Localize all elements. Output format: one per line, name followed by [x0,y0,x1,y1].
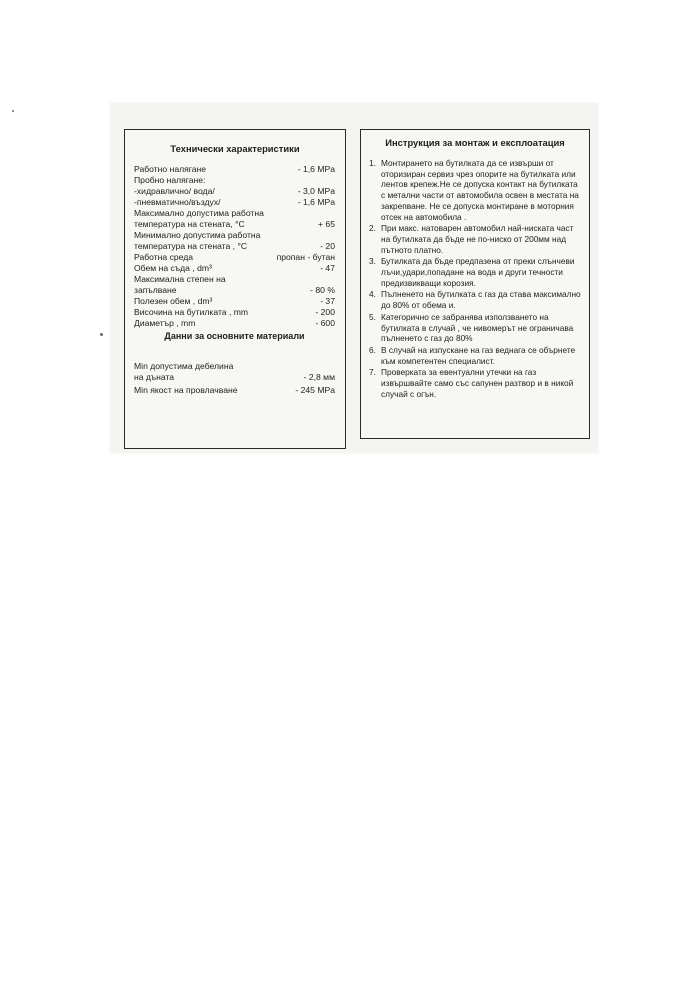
instruction-number: 2. [369,223,376,234]
spec-row [134,230,335,252]
instruction-text: В случай на изпускане на газ веднага се обърнете към компетентен специалист. [381,344,576,366]
spec-value: - 20 [320,241,335,251]
spec-label: -пневматично/въздух/ [134,197,221,207]
spec-label: Полезен обем , dm³ [134,296,213,306]
instruction-number: 1. [369,158,376,168]
spec-value: - 47 [320,263,335,273]
instruction-number: 5. [369,311,376,322]
scanned-sheet [110,103,598,453]
instruction-number: 4. [369,289,376,300]
spec-row [134,175,335,186]
spec-label: Пробно налягане: [134,175,206,185]
spec-row [134,274,335,296]
spec-label: Максимална степен на запълване [134,274,226,295]
spec-label: Диаметър , mm [134,318,196,328]
material-label: Min якост на провлачване [134,385,238,395]
spec-row [134,164,335,175]
spec-label: Работно налягане [134,164,207,174]
spec-value: - 1,6 MPa [297,197,335,207]
instructions-panel [360,129,590,439]
instruction-item [369,345,581,366]
spec-row [134,307,335,318]
spec-value: + 65 [318,219,335,229]
scan-speck [12,110,14,112]
technical-specs-panel [124,129,346,449]
spec-label: Височина на бутилката , mm [134,307,249,317]
technical-specs-title: Технически характеристики [170,143,300,154]
spec-value: - 80 % [310,285,335,295]
specs-list [134,164,335,398]
instruction-text: Бутилката да бъде предпазена от преки слънчеви лъчи,удари,попадане на вода и други течности предизвикващи корозия. [381,256,575,288]
spec-label: Работна среда [134,252,194,262]
instruction-item [369,289,581,310]
spec-row [134,263,335,274]
instruction-number: 7. [369,367,376,378]
spec-row [134,186,335,197]
spec-row [134,197,335,208]
instruction-item [369,223,581,255]
spec-value: - 1,6 MPa [297,164,335,174]
materials-title: Данни за основните материали [164,331,305,341]
instruction-number: 6. [369,344,376,355]
spec-label: Максимално допустима работна температура на стената, °C [134,208,264,229]
instruction-item [369,158,581,222]
instruction-text: Категорично се забранява използването на бутилката в случай , че нивомерът не ограничава пълненето с газ до 80% [381,311,574,344]
spec-value: - 3,0 MPa [297,186,335,196]
instruction-text: При макс. натоварен автомобил най-ниската част на бутилката да бъде не по-ниско от 200мм над пътното платно. [381,223,574,255]
spec-value: - 37 [320,296,335,306]
spec-row [134,318,335,329]
instructions-title: Инструкция за монтаж и експлоатация [385,137,565,148]
spec-value: - 600 [315,318,335,328]
material-row [134,361,335,383]
spec-value: - 200 [315,307,335,317]
instruction-item [369,367,581,399]
spec-value: пропан - бутан [276,252,335,262]
instruction-number: 3. [369,256,376,267]
material-value: - 2,8 мм [303,372,335,382]
instruction-text: Проверката за евентуални утечки на газ извършвайте само със сапунен разтвор и в никой случай с огън. [381,367,574,399]
spec-label: Обем на съда , dm³ [134,263,212,273]
material-label: Min допустима дебелина на дъната [134,361,234,382]
spec-row [134,208,335,230]
spec-row [134,252,335,263]
material-value: - 245 MPa [295,385,335,395]
material-row [134,385,335,396]
scan-speck [100,333,103,336]
spec-row [134,296,335,307]
instruction-text: Монтирането на бутилката да се извърши от оторизиран сервиз чрез опорите на бутилката или лентов крепеж.Не се допуска контакт на бутилката с метални части от автомобила освен в местата на закрепване. Не се допуска монтиране в моторния отсек на автомобила . [381,158,579,222]
spec-label: -хидравлично/ вода/ [134,186,215,196]
instruction-text: Пълненето на бутилката с газ да става максимално до 80% от обема и. [381,289,581,311]
instruction-item [369,312,581,344]
spec-label: Минимално допустима работна температура на стената , °C [134,230,261,251]
instruction-item [369,256,581,288]
instructions-list [369,158,581,400]
